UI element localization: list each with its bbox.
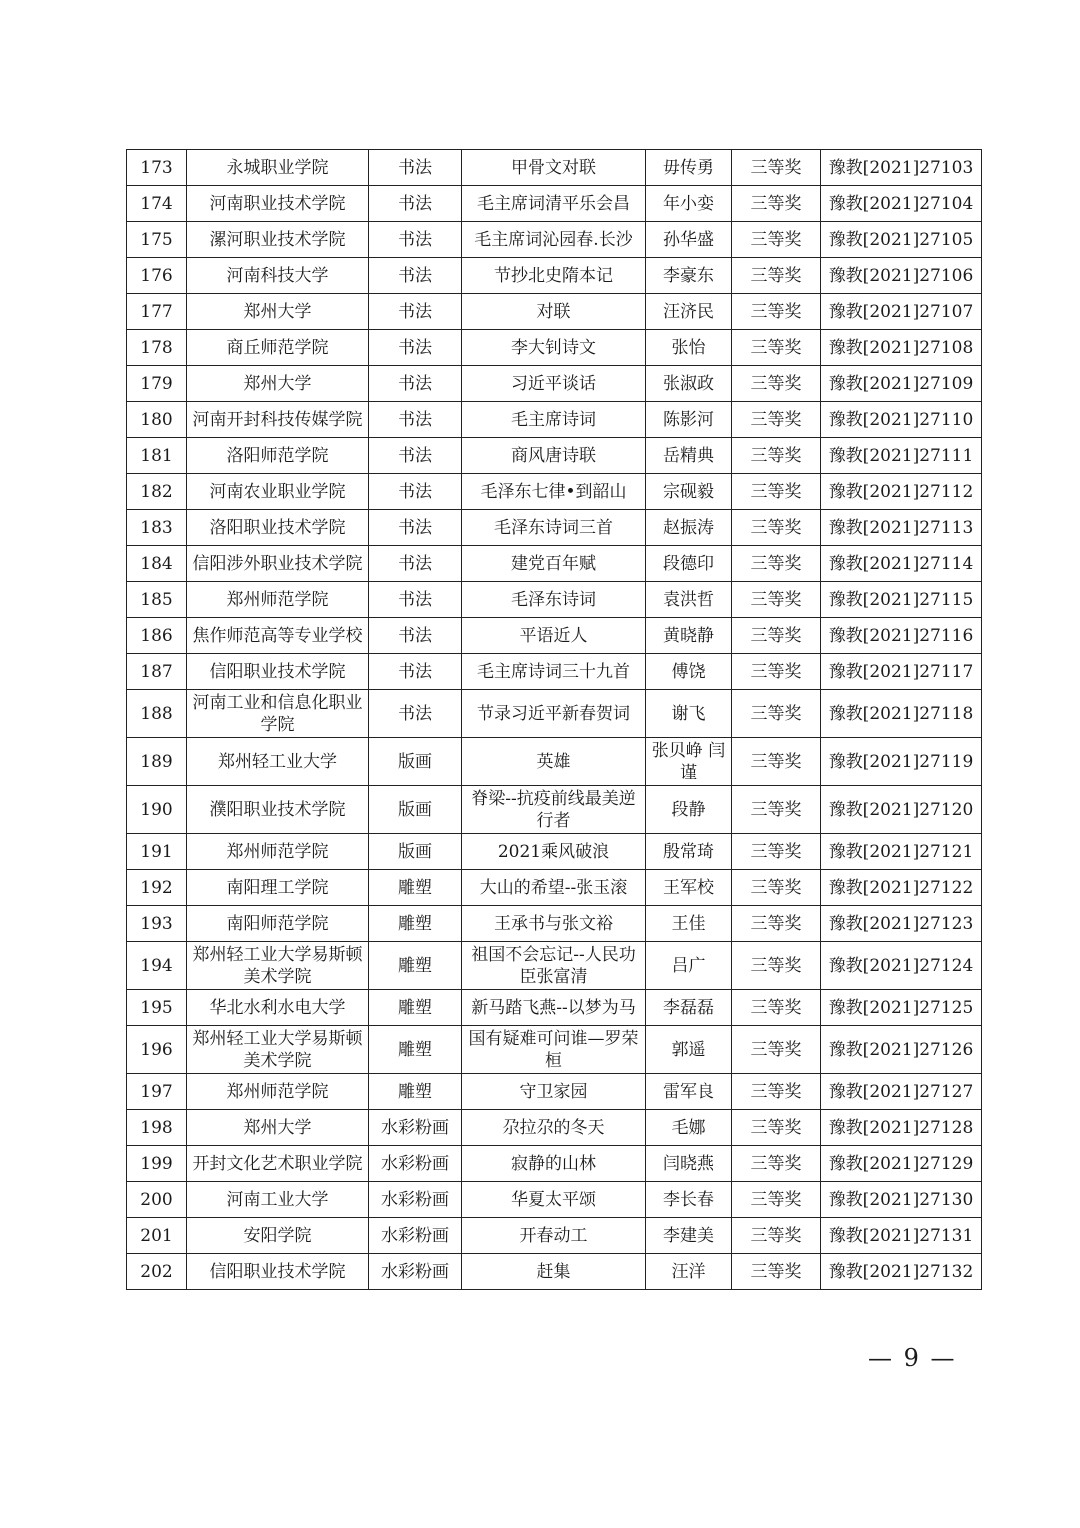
table-row bbox=[127, 330, 982, 366]
work-title-cell: 毛主席诗词 bbox=[462, 402, 646, 438]
award-level-cell: 三等奖 bbox=[732, 366, 821, 402]
category-cell: 书法 bbox=[369, 582, 462, 618]
author-cell: 岳精典 bbox=[646, 438, 732, 474]
work-title-cell: 节抄北史隋本记 bbox=[462, 258, 646, 294]
school-cell: 洛阳师范学院 bbox=[187, 438, 369, 474]
author-cell: 年小娈 bbox=[646, 186, 732, 222]
author-cell: 吕广 bbox=[646, 942, 732, 990]
row-number-cell: 195 bbox=[127, 990, 187, 1026]
author-cell: 张贝峥 闫谨 bbox=[646, 738, 732, 786]
document-number-cell: 豫教[2021]27113 bbox=[821, 510, 982, 546]
document-number-cell: 豫教[2021]27110 bbox=[821, 402, 982, 438]
award-level-cell: 三等奖 bbox=[732, 510, 821, 546]
award-level-cell: 三等奖 bbox=[732, 402, 821, 438]
author-cell: 李建美 bbox=[646, 1218, 732, 1254]
row-number-cell: 173 bbox=[127, 150, 187, 186]
row-number-cell: 188 bbox=[127, 690, 187, 738]
school-cell: 郑州大学 bbox=[187, 1110, 369, 1146]
work-title-cell: 李大钊诗文 bbox=[462, 330, 646, 366]
school-cell: 郑州师范学院 bbox=[187, 834, 369, 870]
school-cell: 郑州师范学院 bbox=[187, 1074, 369, 1110]
school-cell: 郑州轻工业大学 bbox=[187, 738, 369, 786]
document-number-cell: 豫教[2021]27104 bbox=[821, 186, 982, 222]
author-cell: 李豪东 bbox=[646, 258, 732, 294]
table-row bbox=[127, 1218, 982, 1254]
author-cell: 孙华盛 bbox=[646, 222, 732, 258]
work-title-cell: 商风唐诗联 bbox=[462, 438, 646, 474]
author-cell: 郭遥 bbox=[646, 1026, 732, 1074]
work-title-cell: 祖国不会忘记--人民功臣张富清 bbox=[462, 942, 646, 990]
category-cell: 书法 bbox=[369, 690, 462, 738]
category-cell: 版画 bbox=[369, 834, 462, 870]
category-cell: 水彩粉画 bbox=[369, 1218, 462, 1254]
table-row bbox=[127, 186, 982, 222]
category-cell: 版画 bbox=[369, 786, 462, 834]
school-cell: 安阳学院 bbox=[187, 1218, 369, 1254]
school-cell: 华北水利水电大学 bbox=[187, 990, 369, 1026]
author-cell: 王佳 bbox=[646, 906, 732, 942]
table-row bbox=[127, 438, 982, 474]
award-level-cell: 三等奖 bbox=[732, 1026, 821, 1074]
award-level-cell: 三等奖 bbox=[732, 150, 821, 186]
document-number-cell: 豫教[2021]27114 bbox=[821, 546, 982, 582]
school-cell: 开封文化艺术职业学院 bbox=[187, 1146, 369, 1182]
table-row bbox=[127, 366, 982, 402]
category-cell: 雕塑 bbox=[369, 1074, 462, 1110]
table-row bbox=[127, 1074, 982, 1110]
table-row bbox=[127, 786, 982, 834]
school-cell: 郑州大学 bbox=[187, 366, 369, 402]
author-cell: 谢飞 bbox=[646, 690, 732, 738]
category-cell: 书法 bbox=[369, 546, 462, 582]
award-level-cell: 三等奖 bbox=[732, 738, 821, 786]
school-cell: 商丘师范学院 bbox=[187, 330, 369, 366]
author-cell: 毛娜 bbox=[646, 1110, 732, 1146]
document-number-cell: 豫教[2021]27107 bbox=[821, 294, 982, 330]
category-cell: 水彩粉画 bbox=[369, 1254, 462, 1290]
row-number-cell: 187 bbox=[127, 654, 187, 690]
award-level-cell: 三等奖 bbox=[732, 582, 821, 618]
document-number-cell: 豫教[2021]27130 bbox=[821, 1182, 982, 1218]
document-number-cell: 豫教[2021]27119 bbox=[821, 738, 982, 786]
document-number-cell: 豫教[2021]27125 bbox=[821, 990, 982, 1026]
row-number-cell: 199 bbox=[127, 1146, 187, 1182]
school-cell: 河南农业职业学院 bbox=[187, 474, 369, 510]
document-number-cell: 豫教[2021]27123 bbox=[821, 906, 982, 942]
school-cell: 郑州轻工业大学易斯顿美术学院 bbox=[187, 942, 369, 990]
row-number-cell: 182 bbox=[127, 474, 187, 510]
category-cell: 书法 bbox=[369, 222, 462, 258]
table-row bbox=[127, 1026, 982, 1074]
award-level-cell: 三等奖 bbox=[732, 546, 821, 582]
document-number-cell: 豫教[2021]27126 bbox=[821, 1026, 982, 1074]
school-cell: 永城职业学院 bbox=[187, 150, 369, 186]
row-number-cell: 176 bbox=[127, 258, 187, 294]
award-level-cell: 三等奖 bbox=[732, 906, 821, 942]
row-number-cell: 183 bbox=[127, 510, 187, 546]
category-cell: 书法 bbox=[369, 366, 462, 402]
school-cell: 濮阳职业技术学院 bbox=[187, 786, 369, 834]
work-title-cell: 习近平谈话 bbox=[462, 366, 646, 402]
table-row bbox=[127, 510, 982, 546]
award-level-cell: 三等奖 bbox=[732, 1218, 821, 1254]
school-cell: 南阳师范学院 bbox=[187, 906, 369, 942]
author-cell: 汪济民 bbox=[646, 294, 732, 330]
work-title-cell: 守卫家园 bbox=[462, 1074, 646, 1110]
table-row bbox=[127, 654, 982, 690]
row-number-cell: 202 bbox=[127, 1254, 187, 1290]
school-cell: 河南工业和信息化职业学院 bbox=[187, 690, 369, 738]
school-cell: 信阳职业技术学院 bbox=[187, 654, 369, 690]
table-row bbox=[127, 870, 982, 906]
document-number-cell: 豫教[2021]27109 bbox=[821, 366, 982, 402]
award-level-cell: 三等奖 bbox=[732, 1182, 821, 1218]
author-cell: 张淑政 bbox=[646, 366, 732, 402]
author-cell: 赵振涛 bbox=[646, 510, 732, 546]
row-number-cell: 179 bbox=[127, 366, 187, 402]
school-cell: 郑州大学 bbox=[187, 294, 369, 330]
award-level-cell: 三等奖 bbox=[732, 186, 821, 222]
document-number-cell: 豫教[2021]27106 bbox=[821, 258, 982, 294]
table-row bbox=[127, 1182, 982, 1218]
award-level-cell: 三等奖 bbox=[732, 258, 821, 294]
document-number-cell: 豫教[2021]27131 bbox=[821, 1218, 982, 1254]
work-title-cell: 英雄 bbox=[462, 738, 646, 786]
work-title-cell: 大山的希望--张玉滚 bbox=[462, 870, 646, 906]
document-number-cell: 豫教[2021]27112 bbox=[821, 474, 982, 510]
school-cell: 洛阳职业技术学院 bbox=[187, 510, 369, 546]
document-number-cell: 豫教[2021]27103 bbox=[821, 150, 982, 186]
author-cell: 傅饶 bbox=[646, 654, 732, 690]
row-number-cell: 180 bbox=[127, 402, 187, 438]
row-number-cell: 189 bbox=[127, 738, 187, 786]
document-number-cell: 豫教[2021]27118 bbox=[821, 690, 982, 738]
award-level-cell: 三等奖 bbox=[732, 1110, 821, 1146]
category-cell: 雕塑 bbox=[369, 870, 462, 906]
table-row bbox=[127, 150, 982, 186]
category-cell: 书法 bbox=[369, 618, 462, 654]
work-title-cell: 平语近人 bbox=[462, 618, 646, 654]
school-cell: 河南工业大学 bbox=[187, 1182, 369, 1218]
document-number-cell: 豫教[2021]27115 bbox=[821, 582, 982, 618]
author-cell: 殷常琦 bbox=[646, 834, 732, 870]
author-cell: 袁洪哲 bbox=[646, 582, 732, 618]
row-number-cell: 185 bbox=[127, 582, 187, 618]
award-level-cell: 三等奖 bbox=[732, 1146, 821, 1182]
author-cell: 段静 bbox=[646, 786, 732, 834]
row-number-cell: 200 bbox=[127, 1182, 187, 1218]
school-cell: 郑州轻工业大学易斯顿美术学院 bbox=[187, 1026, 369, 1074]
work-title-cell: 新马踏飞燕--以梦为马 bbox=[462, 990, 646, 1026]
school-cell: 郑州师范学院 bbox=[187, 582, 369, 618]
school-cell: 南阳理工学院 bbox=[187, 870, 369, 906]
school-cell: 焦作师范高等专业学校 bbox=[187, 618, 369, 654]
author-cell: 张怡 bbox=[646, 330, 732, 366]
author-cell: 毋传勇 bbox=[646, 150, 732, 186]
award-level-cell: 三等奖 bbox=[732, 690, 821, 738]
document-number-cell: 豫教[2021]27111 bbox=[821, 438, 982, 474]
work-title-cell: 尕拉尕的冬天 bbox=[462, 1110, 646, 1146]
school-cell: 漯河职业技术学院 bbox=[187, 222, 369, 258]
category-cell: 雕塑 bbox=[369, 990, 462, 1026]
author-cell: 李磊磊 bbox=[646, 990, 732, 1026]
document-number-cell: 豫教[2021]27120 bbox=[821, 786, 982, 834]
category-cell: 书法 bbox=[369, 258, 462, 294]
category-cell: 书法 bbox=[369, 438, 462, 474]
row-number-cell: 192 bbox=[127, 870, 187, 906]
work-title-cell: 毛泽东诗词三首 bbox=[462, 510, 646, 546]
table-row bbox=[127, 582, 982, 618]
category-cell: 雕塑 bbox=[369, 906, 462, 942]
row-number-cell: 194 bbox=[127, 942, 187, 990]
award-level-cell: 三等奖 bbox=[732, 330, 821, 366]
table-row bbox=[127, 294, 982, 330]
row-number-cell: 197 bbox=[127, 1074, 187, 1110]
award-level-cell: 三等奖 bbox=[732, 786, 821, 834]
category-cell: 书法 bbox=[369, 330, 462, 366]
work-title-cell: 毛泽东七律•到韶山 bbox=[462, 474, 646, 510]
work-title-cell: 毛主席词沁园春.长沙 bbox=[462, 222, 646, 258]
award-level-cell: 三等奖 bbox=[732, 222, 821, 258]
document-number-cell: 豫教[2021]27121 bbox=[821, 834, 982, 870]
author-cell: 宗砚毅 bbox=[646, 474, 732, 510]
work-title-cell: 毛泽东诗词 bbox=[462, 582, 646, 618]
document-number-cell: 豫教[2021]27132 bbox=[821, 1254, 982, 1290]
category-cell: 水彩粉画 bbox=[369, 1110, 462, 1146]
row-number-cell: 184 bbox=[127, 546, 187, 582]
document-number-cell: 豫教[2021]27108 bbox=[821, 330, 982, 366]
table-row bbox=[127, 258, 982, 294]
row-number-cell: 181 bbox=[127, 438, 187, 474]
row-number-cell: 177 bbox=[127, 294, 187, 330]
author-cell: 汪洋 bbox=[646, 1254, 732, 1290]
table-row bbox=[127, 942, 982, 990]
author-cell: 雷军良 bbox=[646, 1074, 732, 1110]
work-title-cell: 寂静的山林 bbox=[462, 1146, 646, 1182]
document-number-cell: 豫教[2021]27122 bbox=[821, 870, 982, 906]
work-title-cell: 王承书与张文裕 bbox=[462, 906, 646, 942]
table-row bbox=[127, 1146, 982, 1182]
work-title-cell: 赶集 bbox=[462, 1254, 646, 1290]
category-cell: 水彩粉画 bbox=[369, 1182, 462, 1218]
category-cell: 书法 bbox=[369, 150, 462, 186]
award-level-cell: 三等奖 bbox=[732, 870, 821, 906]
category-cell: 书法 bbox=[369, 654, 462, 690]
author-cell: 黄晓静 bbox=[646, 618, 732, 654]
document-number-cell: 豫教[2021]27105 bbox=[821, 222, 982, 258]
row-number-cell: 174 bbox=[127, 186, 187, 222]
category-cell: 雕塑 bbox=[369, 1026, 462, 1074]
work-title-cell: 建党百年赋 bbox=[462, 546, 646, 582]
table-row bbox=[127, 402, 982, 438]
table-row bbox=[127, 738, 982, 786]
category-cell: 雕塑 bbox=[369, 942, 462, 990]
author-cell: 闫晓燕 bbox=[646, 1146, 732, 1182]
row-number-cell: 190 bbox=[127, 786, 187, 834]
table-row bbox=[127, 618, 982, 654]
document-number-cell: 豫教[2021]27127 bbox=[821, 1074, 982, 1110]
row-number-cell: 201 bbox=[127, 1218, 187, 1254]
school-cell: 信阳涉外职业技术学院 bbox=[187, 546, 369, 582]
table-row bbox=[127, 222, 982, 258]
row-number-cell: 198 bbox=[127, 1110, 187, 1146]
work-title-cell: 脊梁--抗疫前线最美逆行者 bbox=[462, 786, 646, 834]
award-level-cell: 三等奖 bbox=[732, 654, 821, 690]
work-title-cell: 甲骨文对联 bbox=[462, 150, 646, 186]
award-level-cell: 三等奖 bbox=[732, 618, 821, 654]
table-row bbox=[127, 1254, 982, 1290]
school-cell: 河南开封科技传媒学院 bbox=[187, 402, 369, 438]
award-level-cell: 三等奖 bbox=[732, 1074, 821, 1110]
award-level-cell: 三等奖 bbox=[732, 474, 821, 510]
row-number-cell: 193 bbox=[127, 906, 187, 942]
award-level-cell: 三等奖 bbox=[732, 942, 821, 990]
category-cell: 版画 bbox=[369, 738, 462, 786]
category-cell: 书法 bbox=[369, 186, 462, 222]
document-number-cell: 豫教[2021]27116 bbox=[821, 618, 982, 654]
author-cell: 段德印 bbox=[646, 546, 732, 582]
document-number-cell: 豫教[2021]27117 bbox=[821, 654, 982, 690]
row-number-cell: 175 bbox=[127, 222, 187, 258]
row-number-cell: 186 bbox=[127, 618, 187, 654]
awards-table bbox=[126, 149, 982, 1290]
school-cell: 信阳职业技术学院 bbox=[187, 1254, 369, 1290]
author-cell: 王军校 bbox=[646, 870, 732, 906]
award-level-cell: 三等奖 bbox=[732, 990, 821, 1026]
category-cell: 书法 bbox=[369, 474, 462, 510]
work-title-cell: 国有疑难可问谁—罗荣桓 bbox=[462, 1026, 646, 1074]
category-cell: 书法 bbox=[369, 402, 462, 438]
table-row bbox=[127, 474, 982, 510]
author-cell: 陈影河 bbox=[646, 402, 732, 438]
table-row bbox=[127, 546, 982, 582]
table-row bbox=[127, 906, 982, 942]
school-cell: 河南职业技术学院 bbox=[187, 186, 369, 222]
category-cell: 水彩粉画 bbox=[369, 1146, 462, 1182]
row-number-cell: 178 bbox=[127, 330, 187, 366]
row-number-cell: 191 bbox=[127, 834, 187, 870]
author-cell: 李长春 bbox=[646, 1182, 732, 1218]
page-number: — 9 — bbox=[868, 1344, 957, 1372]
school-cell: 河南科技大学 bbox=[187, 258, 369, 294]
work-title-cell: 毛主席诗词三十九首 bbox=[462, 654, 646, 690]
category-cell: 书法 bbox=[369, 510, 462, 546]
document-number-cell: 豫教[2021]27124 bbox=[821, 942, 982, 990]
row-number-cell: 196 bbox=[127, 1026, 187, 1074]
table-row bbox=[127, 990, 982, 1026]
category-cell: 书法 bbox=[369, 294, 462, 330]
work-title-cell: 对联 bbox=[462, 294, 646, 330]
work-title-cell: 毛主席词清平乐会昌 bbox=[462, 186, 646, 222]
table-row bbox=[127, 690, 982, 738]
award-level-cell: 三等奖 bbox=[732, 1254, 821, 1290]
table-row bbox=[127, 834, 982, 870]
document-number-cell: 豫教[2021]27128 bbox=[821, 1110, 982, 1146]
work-title-cell: 华夏太平颂 bbox=[462, 1182, 646, 1218]
work-title-cell: 2021乘风破浪 bbox=[462, 834, 646, 870]
award-level-cell: 三等奖 bbox=[732, 438, 821, 474]
document-number-cell: 豫教[2021]27129 bbox=[821, 1146, 982, 1182]
work-title-cell: 开春动工 bbox=[462, 1218, 646, 1254]
work-title-cell: 节录习近平新春贺词 bbox=[462, 690, 646, 738]
award-level-cell: 三等奖 bbox=[732, 294, 821, 330]
award-level-cell: 三等奖 bbox=[732, 834, 821, 870]
table-row bbox=[127, 1110, 982, 1146]
